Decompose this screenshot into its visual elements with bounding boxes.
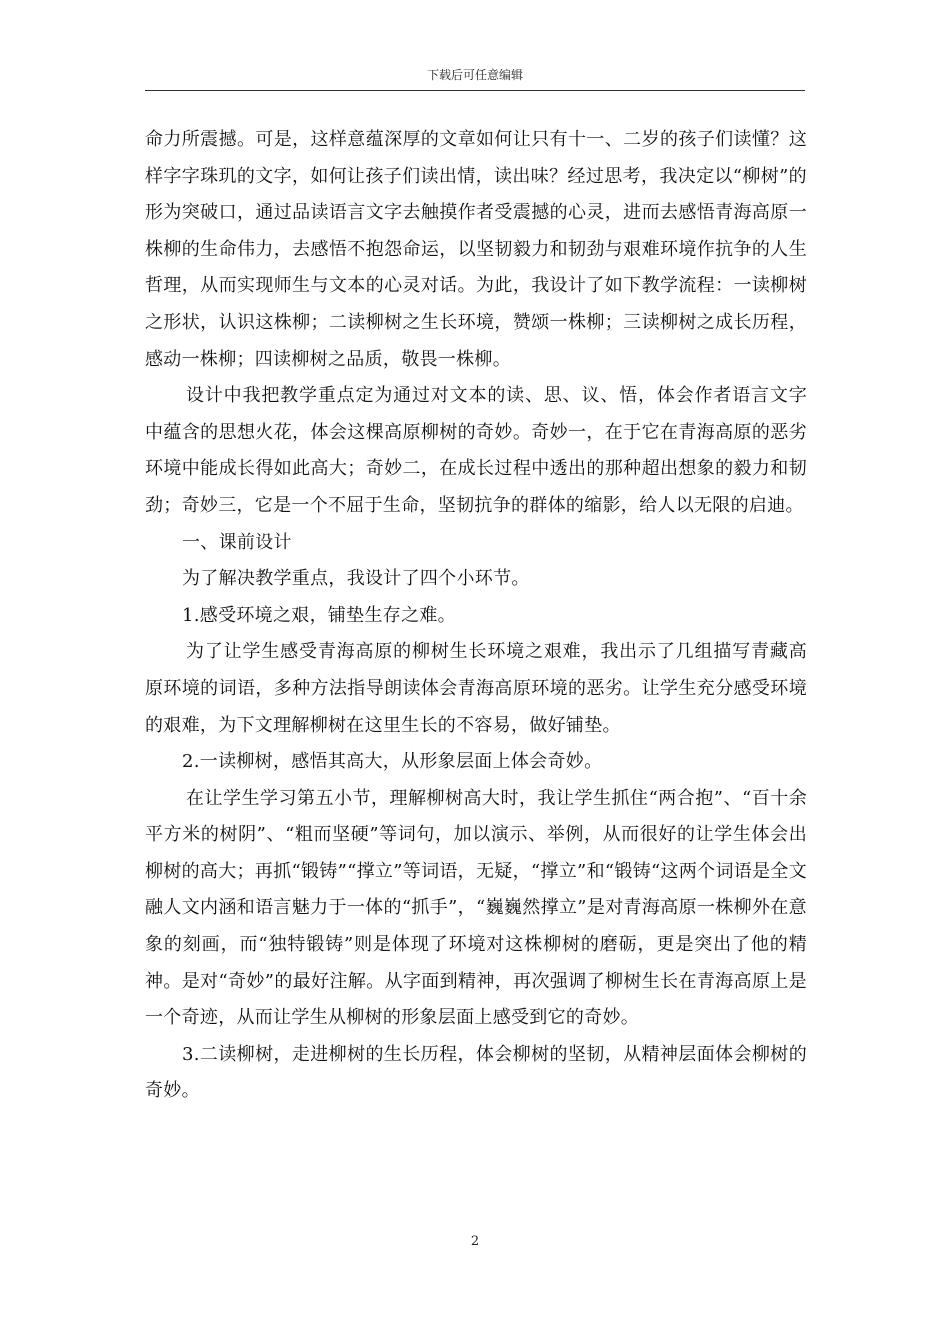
paragraph-teaching-focus: 设计中我把教学重点定为通过对文本的读、思、议、悟，体会作者语言文字中蕴含的思想火花，体会这棵高原柳树的奇妙。奇妙一，在于它在青海高原的恶劣环境中能成长得如此高大；奇妙二，在成长过程中透出的那种超出想象的毅力和韧劲；奇妙三，它是一个不屈于生命，坚韧抗争的群体的缩影，给人以无限的启迪。 — [145, 385, 807, 516]
paragraph-environment: 为了让学生感受青海高原的柳树生长环境之艰难，我出示了几组描写青藏高原环境的词语，多种方法指导朗读体会青海高原环境的恶劣。让学生充分感受环境的艰难，为下文理解柳树在这里生长的不容易，做好铺垫。 — [145, 641, 807, 736]
paragraph-intro: 为了解决教学重点，我设计了四个小环节。 — [182, 568, 530, 590]
page-header: 下载后可任意编辑 — [426, 68, 523, 82]
page-number: 2 — [470, 1234, 480, 1249]
paragraph-first-reading: 在让学生学习第五小节，理解柳树高大时，我让学生抓住“两合抱”、“百十余平方米的树阴”、“粗而坚硬”等词句，加以演示、举例，从而很好的让学生体会出柳树的高大；再抓“锻铸”“撑立”等词语，无疑，“撑立”和“锻铸“这两个词语是全文融人文内涵和语言魅力于一体的“抓手”，“巍巍然撑立”是对青海高原一株柳外在意象的刻画，而“独特锻铸”则是体现了环境对这株柳树的磨砺，更是突出了他的精神。是对“奇妙”的最好注解。从字面到精神，再次强调了柳树生长在青海高原上是一个奇迹，从而让学生从柳树的形象层面上感受到它的奇妙。 — [145, 787, 807, 1029]
subheading-2: 2.一读柳树，感悟其高大，从形象层面上体会奇妙。 — [182, 751, 603, 773]
header-rule — [145, 90, 805, 91]
document-body — [145, 122, 807, 1110]
subheading-1: 1.感受环境之艰，铺垫生存之难。 — [182, 604, 456, 626]
section-heading: 一、课前设计 — [182, 531, 292, 553]
paragraph-continuation: 命力所震撼。可是，这样意蕴深厚的文章如何让只有十一、二岁的孩子们读懂？这样字字珠玑的文字，如何让孩子们读出情，读出味？经过思考，我决定以“柳树”的形为突破口，通过品读语言文字去触摸作者受震撼的心灵，进而去感悟青海高原一株柳的生命伟力，去感悟不抱怨命运，以坚韧毅力和韧劲与艰难环境作抗争的人生哲理，从而实现师生与文本的心灵对话。为此，我设计了如下教学流程：一读柳树之形状，认识这株柳；二读柳树之生长环境，赞颂一株柳；三读柳树之成长历程，感动一株柳；四读柳树之品质，敬畏一株柳。 — [145, 129, 807, 370]
subheading-3: 3.二读柳树，走进柳树的生长历程，体会柳树的坚韧，从精神层面体会柳树的奇妙。 — [145, 1043, 807, 1102]
